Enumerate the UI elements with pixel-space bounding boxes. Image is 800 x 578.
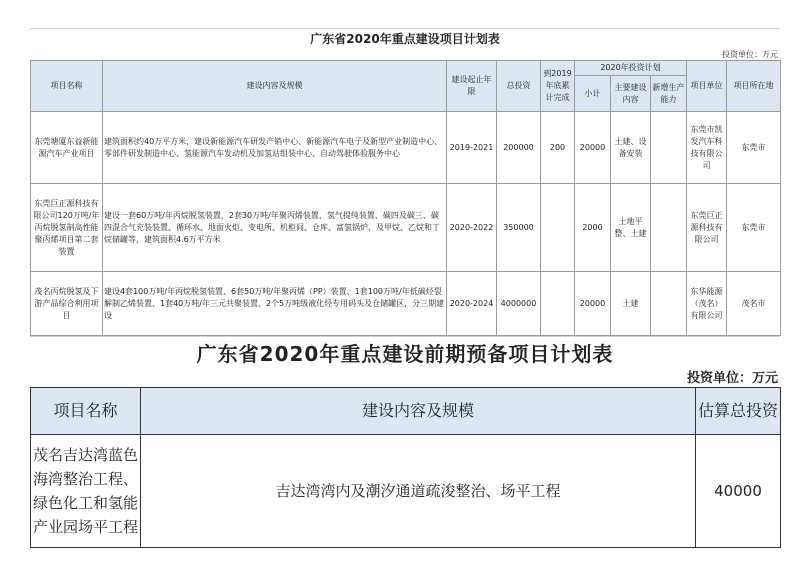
cell-total: 200000 bbox=[497, 112, 541, 184]
header-location: 项目所在地 bbox=[727, 61, 781, 112]
cell-project-name: 东莞塘厦东益新能源汽车产业项目 bbox=[31, 112, 103, 184]
table-row bbox=[31, 184, 781, 272]
key-projects-table bbox=[30, 60, 781, 336]
header-new-capacity: 新增生产能力 bbox=[651, 76, 687, 112]
cell-completed: 200 bbox=[541, 112, 575, 184]
cell-main-content: 土建 bbox=[611, 272, 651, 336]
header-estimated-investment: 估算总投资 bbox=[696, 388, 781, 435]
cell-completed bbox=[541, 272, 575, 336]
table-title: 广东省2020年重点建设前期预备项目计划表 bbox=[30, 336, 780, 371]
header-unit-org: 项目单位 bbox=[687, 61, 727, 112]
cell-period: 2020-2022 bbox=[447, 184, 497, 272]
header-project-name: 项目名称 bbox=[31, 61, 103, 112]
cell-project-name: 东莞巨正源科技有限公司120万吨/年丙烷脱氢制高性能聚丙烯项目第二套装置 bbox=[31, 184, 103, 272]
table-title: 广东省2020年重点建设项目计划表 bbox=[30, 28, 780, 49]
header-content: 建设内容及规模 bbox=[103, 61, 447, 112]
cell-new-capacity bbox=[651, 112, 687, 184]
cell-period: 2020-2024 bbox=[447, 272, 497, 336]
cell-location: 东莞市 bbox=[727, 184, 781, 272]
cell-project-name: 茂名吉达湾蓝色海湾整治工程、绿色化工和氢能产业园场平工程 bbox=[31, 435, 141, 548]
unit-note: 投资单位：万元 bbox=[686, 371, 778, 386]
cell-period: 2019-2021 bbox=[447, 112, 497, 184]
cell-unit-org: 东莞市凯发汽车科技有限公司 bbox=[687, 112, 727, 184]
cell-completed bbox=[541, 184, 575, 272]
cell-subtotal: 2000 bbox=[575, 184, 611, 272]
cell-content: 建设4套100万吨/年丙烷脱氢装置、6套50万吨/年聚丙烯（PP）装置、1套100万吨/年低碳烃裂解制乙烯装置、1套40万吨/年三元共聚装置、2个5万吨级液化烃专用码头及仓储罐区，分三期建设 bbox=[103, 272, 447, 336]
header-total-investment: 总投资 bbox=[497, 61, 541, 112]
cell-new-capacity bbox=[651, 184, 687, 272]
cell-project-name: 茂名丙烷脱氢及下游产品综合利用项目 bbox=[31, 272, 103, 336]
header-plan-group: 2020年投资计划 bbox=[575, 61, 687, 76]
header-period: 建设起止年限 bbox=[447, 61, 497, 112]
cell-location: 东莞市 bbox=[727, 112, 781, 184]
table-row bbox=[31, 112, 781, 184]
key-projects-section bbox=[30, 28, 780, 336]
cell-main-content: 土建、设备安装 bbox=[611, 112, 651, 184]
cell-content: 吉达湾湾内及潮汐通道疏浚整治、场平工程 bbox=[141, 435, 696, 548]
header-subtotal: 小计 bbox=[575, 76, 611, 112]
header-main-content: 主要建设内容 bbox=[611, 76, 651, 112]
preliminary-projects-section bbox=[30, 336, 780, 548]
cell-total: 4000000 bbox=[497, 272, 541, 336]
cell-unit-org: 东华能源（茂名）有限公司 bbox=[687, 272, 727, 336]
unit-note: 投资单位：万元 bbox=[722, 50, 778, 59]
cell-content: 建设一套60万吨/年丙烷脱氢装置，2套30万吨/年聚丙烯装置，氢气提纯装置、碳四及碳三、碳四混合气充装装置、循环水、地面火炬、变电所、机柜间、仓库、富氢锅炉，及甲烷、乙烷和丁烷储罐等，建筑面积4.6万平方米 bbox=[103, 184, 447, 272]
header-completed: 到2019年底累计完成 bbox=[541, 61, 575, 112]
header-content: 建设内容及规模 bbox=[141, 388, 696, 435]
header-project-name: 项目名称 bbox=[31, 388, 141, 435]
table-row bbox=[31, 435, 781, 548]
cell-location: 茂名市 bbox=[727, 272, 781, 336]
cell-subtotal: 20000 bbox=[575, 272, 611, 336]
cell-main-content: 土地平整、土建 bbox=[611, 184, 651, 272]
cell-unit-org: 东莞巨正源科技有限公司 bbox=[687, 184, 727, 272]
cell-estimated-investment: 40000 bbox=[696, 435, 781, 548]
cell-new-capacity bbox=[651, 272, 687, 336]
cell-total: 350000 bbox=[497, 184, 541, 272]
table-row bbox=[31, 272, 781, 336]
cell-content: 建筑面积约40万平方米，建设新能源汽车研发产销中心、新能源汽车电子及新型产业制造中心、零部件研发制造中心、氢能源汽车发动机及加氢站组装中心、自动驾驶体验服务中心 bbox=[103, 112, 447, 184]
preliminary-projects-table bbox=[30, 387, 781, 548]
cell-subtotal: 20000 bbox=[575, 112, 611, 184]
